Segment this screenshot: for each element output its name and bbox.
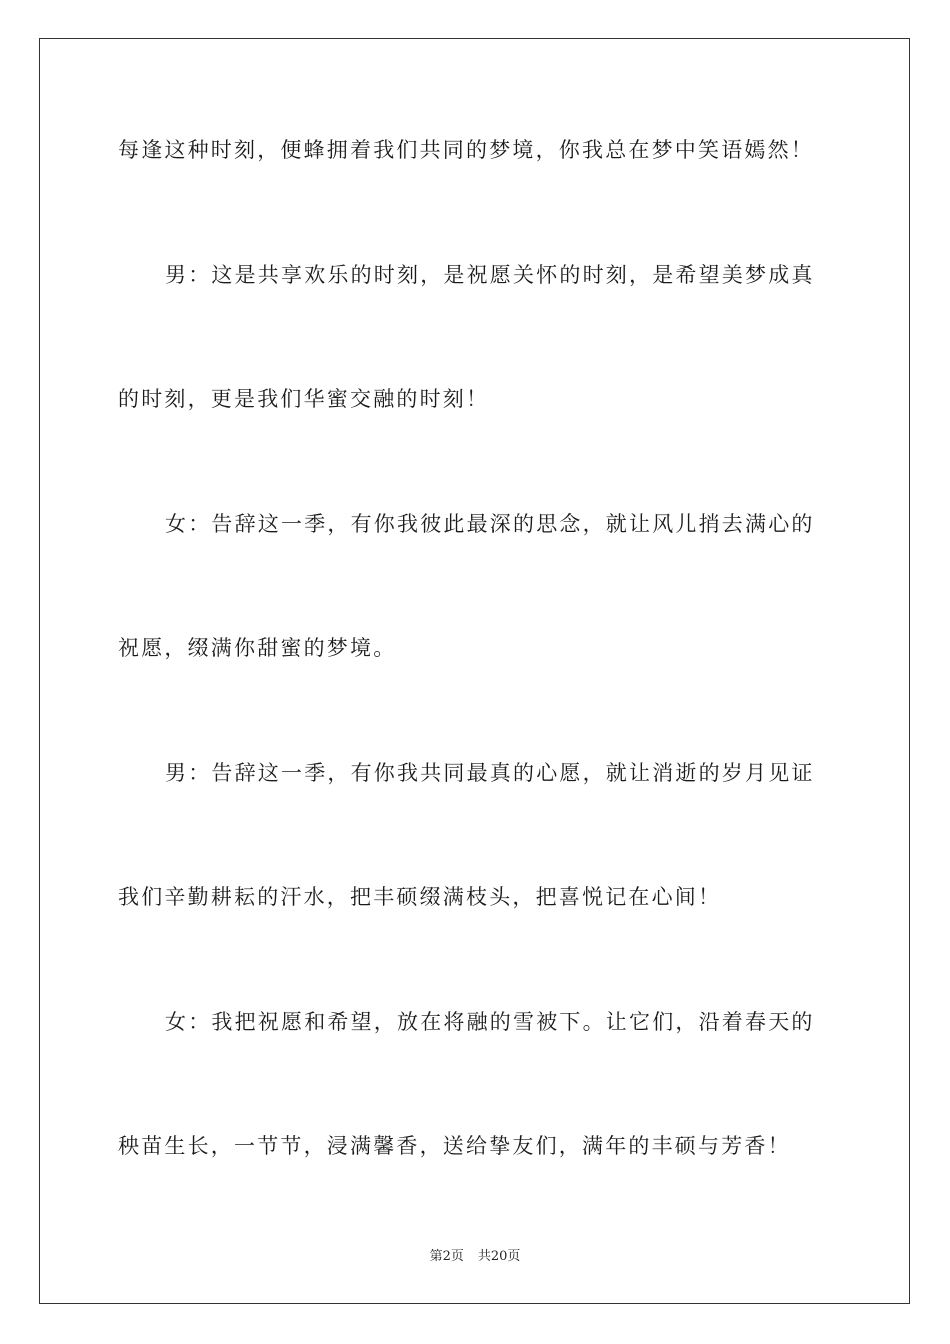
text-line: 秧苗生长，一节节，浸满馨香，送给挚友们，满年的丰硕与芳香！: [118, 1134, 791, 1158]
page-number: 第2页: [429, 1249, 464, 1264]
page-total: 共20页: [477, 1249, 521, 1264]
text-line: 我们辛勤耕耘的汗水，把丰硕缀满枝头，把喜悦记在心间！: [118, 885, 722, 909]
text-line: 女：我把祝愿和希望，放在将融的雪被下。让它们，沿着春天的: [165, 1010, 815, 1034]
text-line: 每逢这种时刻，便蜂拥着我们共同的梦境，你我总在梦中笑语嫣然！: [118, 138, 814, 162]
page-border: [39, 38, 910, 1304]
text-line: 女：告辞这一季，有你我彼此最深的思念，就让风儿捎去满心的: [165, 512, 815, 536]
page-footer: [0, 1248, 950, 1266]
text-line: 的时刻，更是我们华蜜交融的时刻！: [118, 387, 490, 411]
text-line: 祝愿，缀满你甜蜜的梦境。: [118, 636, 397, 660]
text-line: 男：这是共享欢乐的时刻，是祝愿关怀的时刻，是希望美梦成真: [165, 263, 815, 287]
text-line: 男：告辞这一季，有你我共同最真的心愿，就让消逝的岁月见证: [165, 761, 815, 785]
